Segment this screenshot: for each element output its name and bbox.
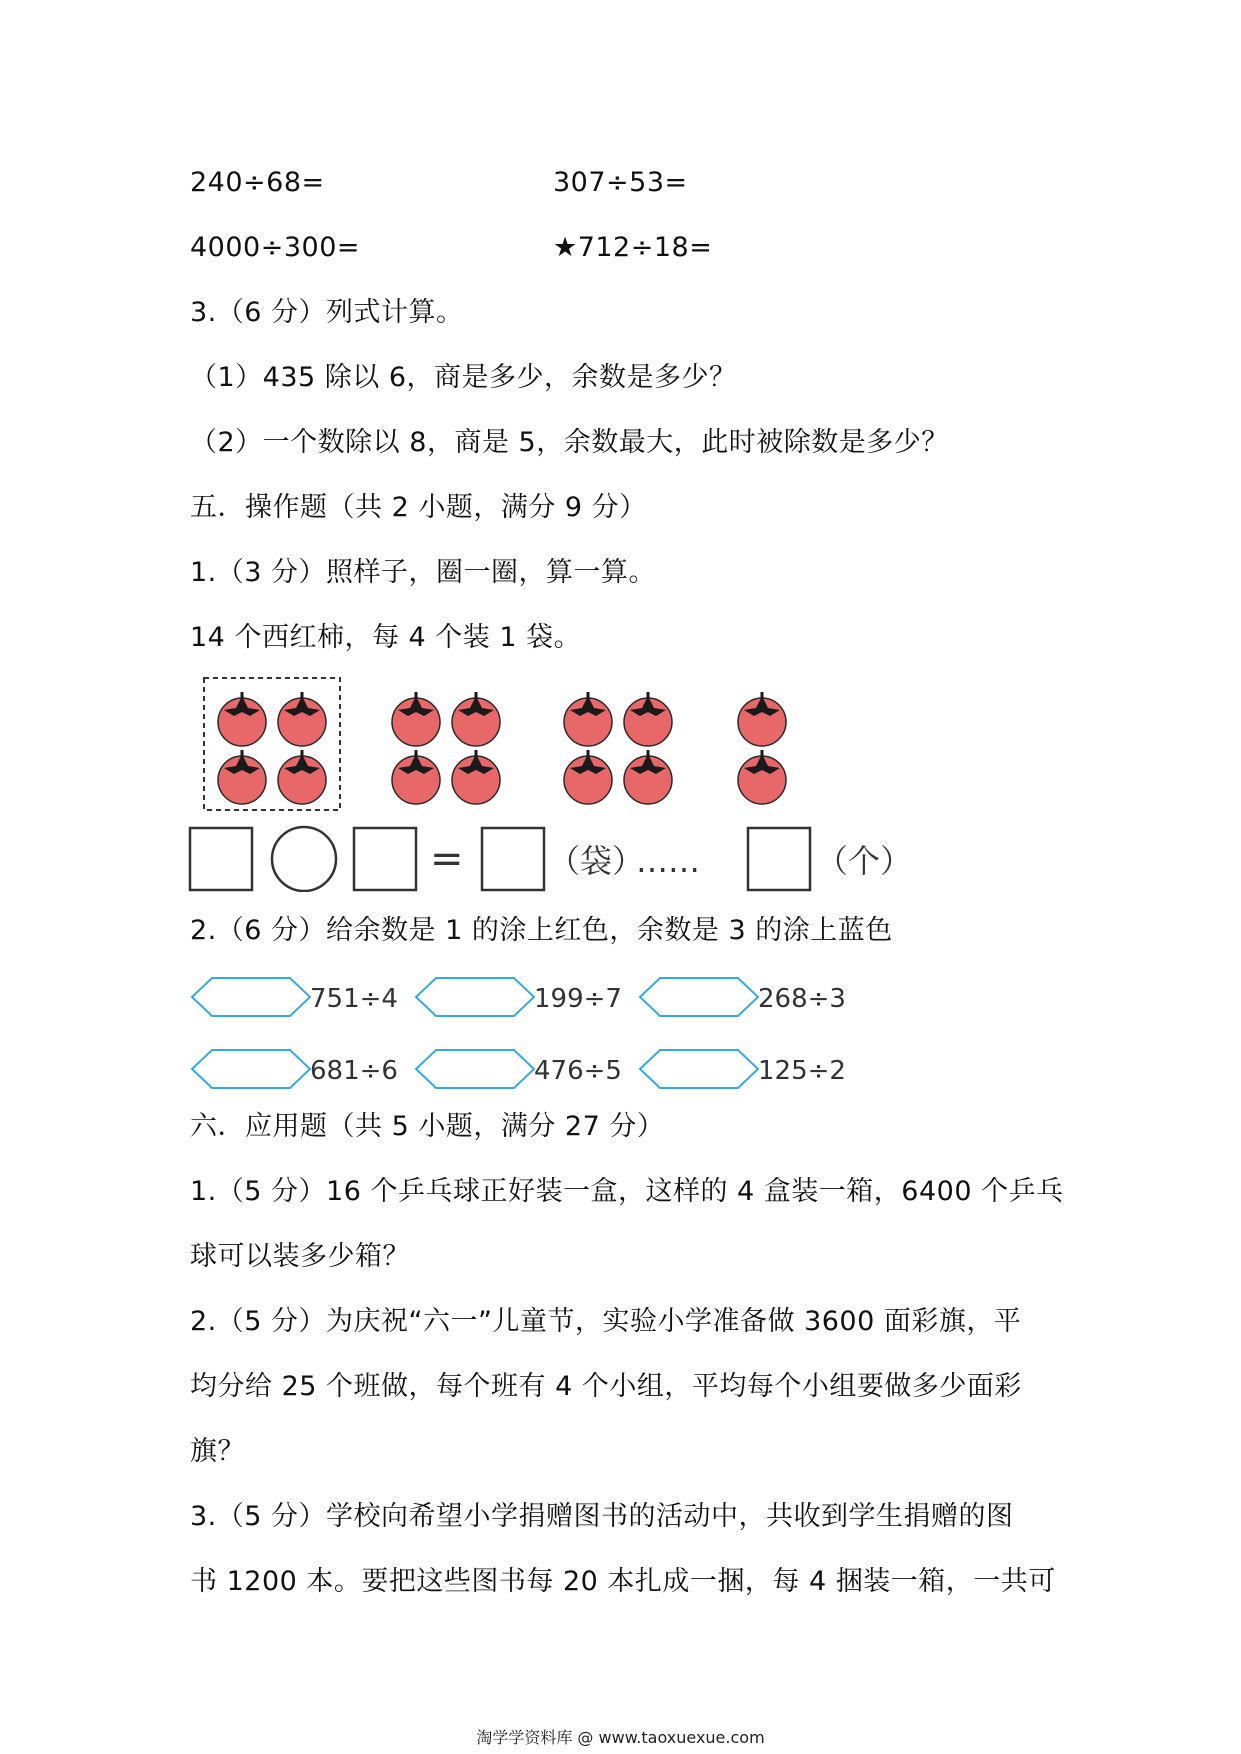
unit-bags: （袋） <box>548 842 645 880</box>
tomato <box>392 750 440 804</box>
hex-item[interactable] <box>192 1050 398 1088</box>
tomato <box>738 750 786 804</box>
question-text: （1）435 除以 6，商是多少，余数是多少？ <box>190 362 737 393</box>
tomato <box>624 750 672 804</box>
tomato <box>564 750 612 804</box>
tomato <box>564 692 612 746</box>
section-title: 五．操作题（共 2 小题，满分 9 分） <box>190 492 647 523</box>
equation-frame <box>188 822 928 892</box>
question-text: 2.（5 分）为庆祝“六一”儿童节，实验小学准备做 3600 面彩旗，平 <box>190 1306 1022 1337</box>
operator-circle[interactable] <box>272 827 336 891</box>
hex-row-1 <box>190 972 850 1022</box>
tomato <box>624 692 672 746</box>
remainder-dots: …… <box>636 842 700 880</box>
unit-items: （个） <box>816 842 913 880</box>
hex-item[interactable] <box>416 978 622 1016</box>
hexagon-shape[interactable] <box>416 978 534 1016</box>
hex-item[interactable] <box>640 1050 846 1088</box>
question-text: 书 1200 本。要把这些图书每 20 本扎成一捆，每 4 捆装一箱，一共可 <box>190 1566 1056 1597</box>
division-expression: 268÷3 <box>758 984 846 1014</box>
question-text: 14 个西红柿，每 4 个装 1 袋。 <box>190 622 582 653</box>
tomato <box>452 750 500 804</box>
calc-line-1 <box>190 166 688 200</box>
division-expression: 199÷7 <box>534 984 622 1014</box>
tomato <box>218 750 266 804</box>
calc-item: 4000÷300= <box>190 232 360 263</box>
tomato <box>738 692 786 746</box>
division-expression: 751÷4 <box>310 984 398 1014</box>
answer-box[interactable] <box>190 828 252 890</box>
tomato <box>278 750 326 804</box>
division-expression: 125÷2 <box>758 1056 846 1086</box>
tomato <box>218 692 266 746</box>
question-title: 1.（3 分）照样子，圈一圈，算一算。 <box>190 557 657 588</box>
hex-row-2 <box>190 1044 850 1094</box>
question-text: 均分给 25 个班做，每个班有 4 个小组，平均每个小组要做多少面彩 <box>190 1371 1022 1402</box>
hexagon-shape[interactable] <box>640 978 758 1016</box>
tomato <box>392 692 440 746</box>
question-text: 旗？ <box>190 1436 245 1467</box>
tomato-figure <box>200 676 800 816</box>
calc-line-2 <box>190 231 713 265</box>
calc-item: 240÷68= <box>190 167 325 198</box>
hexagon-shape[interactable] <box>416 1050 534 1088</box>
question-text: 球可以装多少箱？ <box>190 1241 410 1272</box>
hexagon-shape[interactable] <box>192 1050 310 1088</box>
hexagon-shape[interactable] <box>640 1050 758 1088</box>
calc-item: ★712÷18= <box>553 232 713 263</box>
calc-item: 307÷53= <box>553 167 688 198</box>
question-text: （2）一个数除以 8，商是 5，余数最大，此时被除数是多少？ <box>190 427 949 458</box>
section-title: 六．应用题（共 5 小题，满分 27 分） <box>190 1111 665 1142</box>
question-text: 3.（5 分）学校向希望小学捐赠图书的活动中，共收到学生捐赠的图 <box>190 1501 1014 1532</box>
footer-watermark: 淘学学资料库 @ www.taoxuexue.com <box>476 1728 765 1747</box>
division-expression: 681÷6 <box>310 1056 398 1086</box>
hexagon-shape[interactable] <box>192 978 310 1016</box>
tomato <box>452 692 500 746</box>
equals-sign: = <box>430 836 464 882</box>
question-title: 2.（6 分）给余数是 1 的涂上红色，余数是 3 的涂上蓝色 <box>190 915 893 946</box>
answer-box[interactable] <box>482 828 544 890</box>
answer-box[interactable] <box>354 828 416 890</box>
answer-box[interactable] <box>748 828 810 890</box>
hex-item[interactable] <box>640 978 846 1016</box>
hex-item[interactable] <box>416 1050 622 1088</box>
hex-item[interactable] <box>192 978 398 1016</box>
tomato <box>278 692 326 746</box>
question-title: 3.（6 分）列式计算。 <box>190 297 464 328</box>
question-text: 1.（5 分）16 个乒乓球正好装一盒，这样的 4 盒装一箱，6400 个乒乓 <box>190 1176 1064 1207</box>
division-expression: 476÷5 <box>534 1056 622 1086</box>
